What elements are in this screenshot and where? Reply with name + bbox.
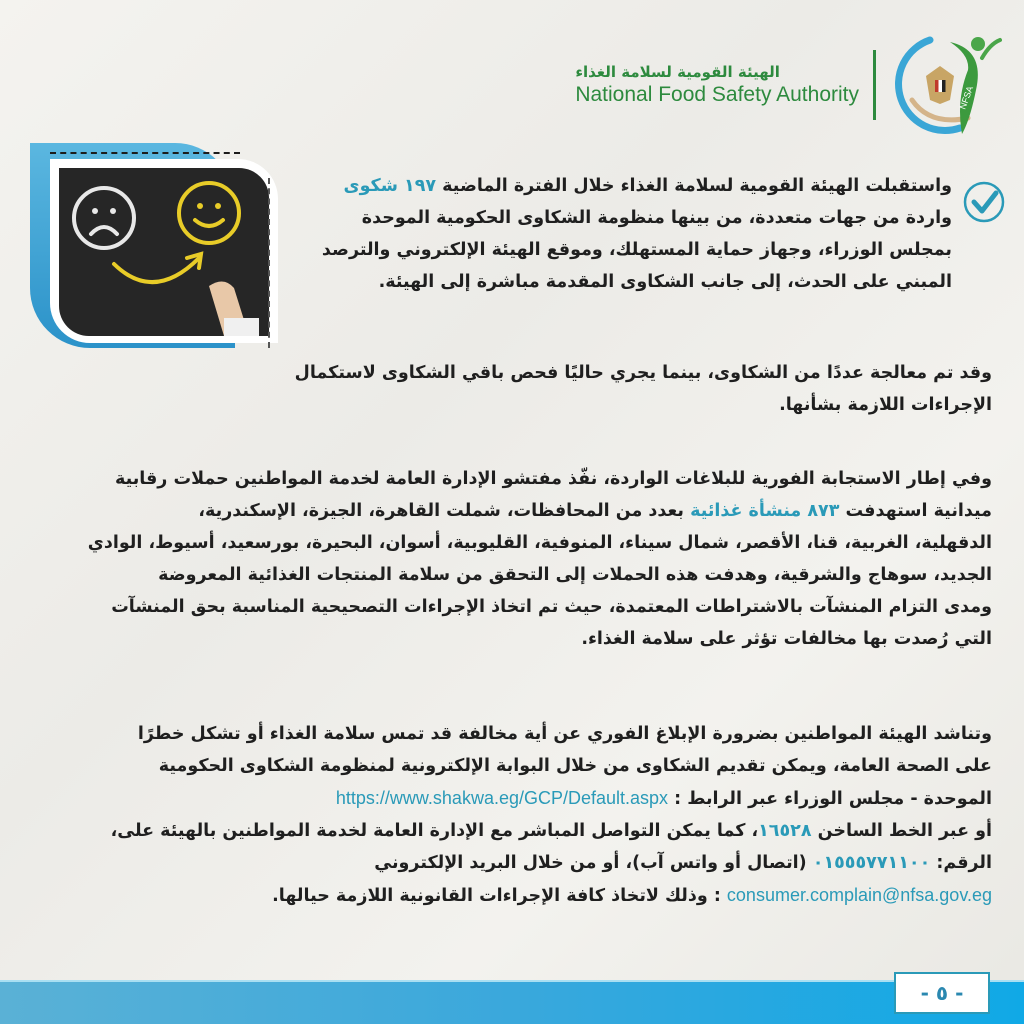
text-line: واستقبلت الهيئة القومية لسلامة الغذاء خلال الفترة الماضية ١٩٧ شكوى	[343, 176, 952, 196]
hand-icon	[209, 281, 259, 336]
phone-number: ٠١٥٥٥٧٧١١٠٠	[812, 853, 931, 873]
text-line: الجديد، سوهاج والشرقية، وهدفت هذه الحملات إلى التحقق من سلامة المنتجات الغذائية المعروضة	[158, 565, 992, 585]
photo-card	[50, 159, 278, 343]
org-name-en: National Food Safety Authority	[575, 83, 859, 106]
org-name-ar: الهيئة القومية لسلامة الغذاء	[575, 63, 780, 81]
happy-face-icon	[179, 183, 239, 243]
dashed-divider	[268, 178, 270, 348]
nfsa-logo-icon	[890, 30, 1002, 140]
complaint-email-link[interactable]: consumer.complain@nfsa.gov.eg	[726, 885, 992, 905]
complaints-count: ١٩٧ شكوى	[343, 176, 437, 196]
dashed-border	[50, 152, 240, 154]
text-line: ميدانية استهدفت ٨٧٣ منشأة غذائية بعدد من المحافظات، شملت القاهرة، الجيزة، الإسكندرية،	[198, 501, 992, 521]
text-line: consumer.complain@nfsa.gov.eg : وذلك لاتخاذ كافة الإجراءات القانونية اللازمة حيالها.	[272, 885, 992, 906]
paragraph-contact-info	[32, 718, 992, 912]
chalkboard-image	[59, 168, 269, 336]
shakwa-portal-link[interactable]: https://www.shakwa.eg/GCP/Default.aspx	[335, 788, 669, 808]
paragraph-complaints-received	[272, 170, 952, 298]
svg-text:NFSA: NFSA	[957, 84, 976, 111]
text-line: الموحدة - مجلس الوزراء عبر الرابط : https://www.shakwa.eg/GCP/Default.aspx	[335, 788, 992, 809]
paragraph-complaints-processing	[32, 357, 992, 421]
footer-bar	[0, 980, 1024, 1024]
text-line: وقد تم معالجة عددًا من الشكاوى، بينما يجري حاليًا فحص باقي الشكاوى لاستكمال	[294, 363, 992, 383]
text-line: وتناشد الهيئة المواطنين بضرورة الإبلاغ الفوري عن أية مخالفة قد تمس سلامة الغذاء أو تشكل خطرًا	[137, 724, 992, 744]
complaint-illustration	[30, 143, 270, 348]
text-line: أو عبر الخط الساخن ١٦٥٢٨، كما يمكن التواصل المباشر مع الإدارة العامة لخدمة المواطنين بالهيئة على،	[110, 821, 992, 841]
arrow-icon	[114, 254, 201, 282]
brand-text	[575, 63, 859, 107]
text-line: ومدى التزام المنشآت بالاشتراطات المعتمدة، حيث تم اتخاذ الإجراءات التصحيحية المناسبة بحق المنشآت	[111, 597, 992, 617]
text-line: وفي إطار الاستجابة الفورية للبلاغات الواردة، نفّذ مفتشو الإدارة العامة لخدمة المواطنين حملات رقابية	[114, 469, 992, 489]
hotline-number: ١٦٥٢٨	[758, 821, 812, 841]
page-number: - ٥ -	[894, 972, 990, 1014]
text-line: واردة من جهات متعددة، من بينها منظومة الشكاوى الحكومية الموحدة	[361, 208, 952, 228]
text-line: الرقم: ٠١٥٥٥٧٧١١٠٠ (اتصال أو واتس آب)، أو من خلال البريد الإلكتروني	[374, 853, 992, 873]
text-line: الدقهلية، الغربية، قنا، الأقصر، شمال سيناء، المنوفية، القليوبية، أسوان، البحيرة، بورسعيد، أسيوط، الوادي	[87, 533, 992, 553]
text-line: الإجراءات اللازمة بشأنها.	[779, 395, 992, 415]
text-line: بمجلس الوزراء، وجهاز حماية المستهلك، وموقع الهيئة الإلكتروني والترصد	[321, 240, 952, 260]
text-line: التي رُصدت بها مخالفات تؤثر على سلامة الغذاء.	[581, 629, 992, 649]
paragraph-inspection-campaigns	[32, 463, 992, 655]
brand-divider	[873, 50, 876, 120]
text-line: على الصحة العامة، ويمكن تقديم الشكاوى من خلال البوابة الإلكترونية لمنظومة الشكاوى الحكومية	[158, 756, 992, 776]
sad-face-icon	[74, 188, 134, 248]
checkmark-circle-icon	[962, 180, 1006, 224]
header	[575, 30, 1002, 140]
text-line: المبني على الحدث، إلى جانب الشكاوى المقدمة مباشرة إلى الهيئة.	[378, 272, 952, 292]
facilities-count: ٨٧٣ منشأة غذائية	[690, 501, 840, 521]
